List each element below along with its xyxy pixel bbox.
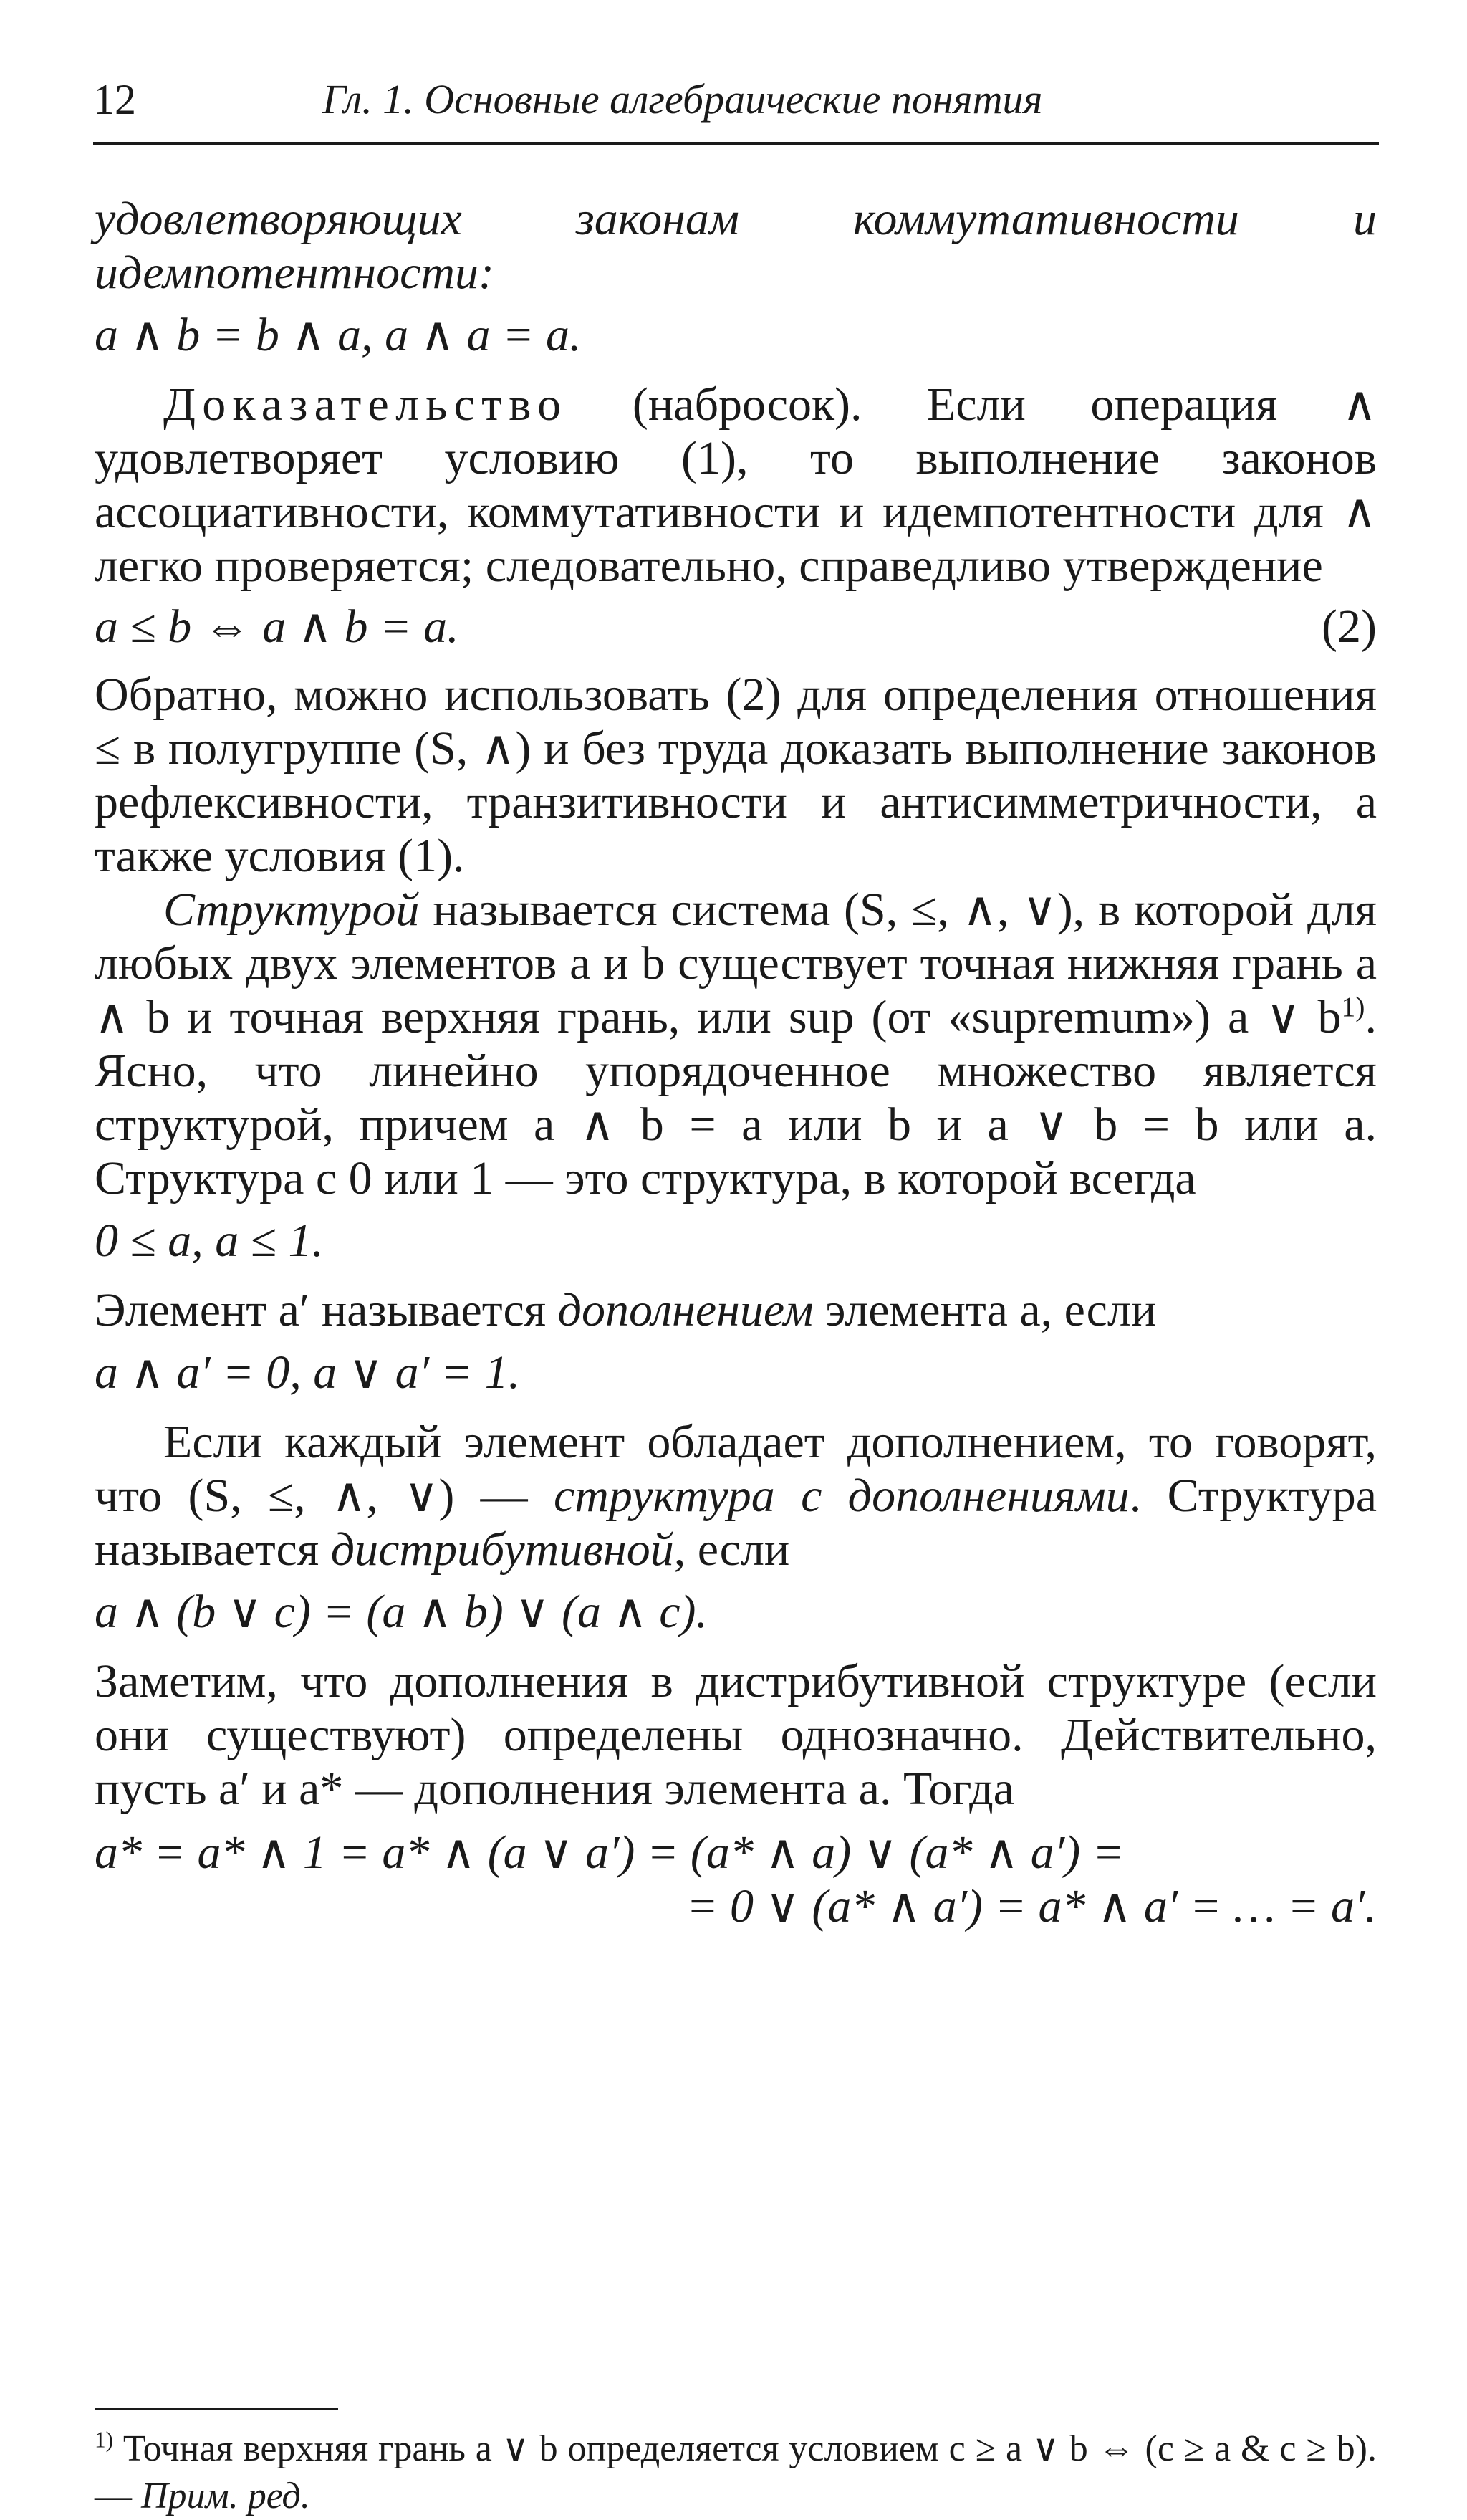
paragraph-complement: [95, 1283, 1377, 1337]
formula-2-text: a ≤ b ⇔ a ∧ b = a.: [95, 600, 459, 653]
formula-2: [95, 600, 1377, 653]
formula-distributive: a ∧ (b ∨ c) = (a ∧ b) ∨ (a ∧ c).: [95, 1586, 708, 1638]
paragraph-3: Обратно, можно использовать (2) для определения отношения ≤ в полугруппе (S, ∧) и без труда доказать выполнение законов рефлексивности, транзитивности и антисимметричности, а также условия (1).: [95, 669, 1377, 882]
lattice-text-a: называется система (S, ≤, ∧, ∨), в которой для любых двух элементов a и b существует точная нижняя грань a ∧ b и точная верхняя грань, или sup (от «supremum») a ∨ b: [95, 883, 1377, 1043]
paragraph-lattice: [95, 883, 1377, 1205]
footnote-ref: 1): [1341, 991, 1365, 1022]
paragraph-complemented: [95, 1415, 1377, 1576]
formula-complement: a ∧ a′ = 0, a ∨ a′ = 1.: [95, 1346, 521, 1399]
complemented-text-b: . Структура называется: [95, 1470, 1377, 1576]
term-complemented-lattice: структура с дополнениями: [553, 1470, 1130, 1522]
footnote-editor-note: Прим. ред.: [141, 2476, 310, 2516]
footnote: [95, 2425, 1377, 2520]
formula-proof-line-1: a* = a* ∧ 1 = a* ∧ (a ∨ a′) = (a* ∧ a) ∨ (a* ∧ a′) =: [95, 1826, 1125, 1879]
header-rule: [93, 142, 1379, 145]
formula-bounds: 0 ≤ a, a ≤ 1.: [95, 1215, 324, 1267]
page-number: 12: [93, 76, 136, 123]
running-header: [93, 75, 1382, 140]
chapter-title: Гл. 1. Основные алгебраические понятия: [322, 76, 1043, 123]
complemented-text-a: Если каждый элемент обладает дополнением, то говорят, что (S, ≤, ∧, ∨) —: [95, 1416, 1377, 1522]
formula-proof-line-2: = 0 ∨ (a* ∧ a′) = a* ∧ a′ = … = a′.: [686, 1880, 1377, 1932]
paragraph-1: удовлетворяющих законам коммутативности и идемпотентности:: [95, 193, 1377, 299]
lattice-text-b: . Ясно, что линейно упорядоченное множество является структурой, причем a ∧ b = a или b и a ∨ b = b или a. Структура с 0 или 1 — это структура, в которой всегда: [95, 991, 1377, 1204]
footnote-text: Точная верхняя грань a ∨ b определяется условием c ≥ a ∨ b ⇔ (c ≥ a & c ≥ b). —: [95, 2428, 1377, 2516]
formula-commutativity: a ∧ b = b ∧ a, a ∧ a = a.: [95, 309, 582, 361]
complement-text-a: Элемент a′ называется: [95, 1284, 558, 1336]
proof-word: Доказательство: [163, 378, 568, 431]
main-text: [95, 192, 1377, 1933]
paragraph-proof: [95, 378, 1377, 593]
formula-2-tag: (2): [1322, 600, 1377, 653]
paragraph-uniqueness: Заметим, что дополнения в дистрибутивной структуре (если они существуют) определены однозначно. Действительно, пусть a′ и a* — дополнения элемента a. Тогда: [95, 1655, 1377, 1815]
footnote-marker: 1): [95, 2427, 113, 2453]
term-complement: дополнением: [557, 1284, 814, 1336]
complement-text-b: элемента a, если: [813, 1284, 1157, 1336]
complemented-text-c: , если: [673, 1523, 790, 1576]
proof-text: (набросок). Если операция ∧ удовлетворяет условию (1), то выполнение законов ассоциативности, коммутативности и идемпотентности для ∧ легко проверяется; следовательно, справедливо утверждение: [95, 378, 1377, 592]
term-distributive: дистрибутивной: [330, 1523, 674, 1576]
footnote-rule: [95, 2408, 338, 2410]
term-lattice: Структурой: [163, 883, 420, 936]
